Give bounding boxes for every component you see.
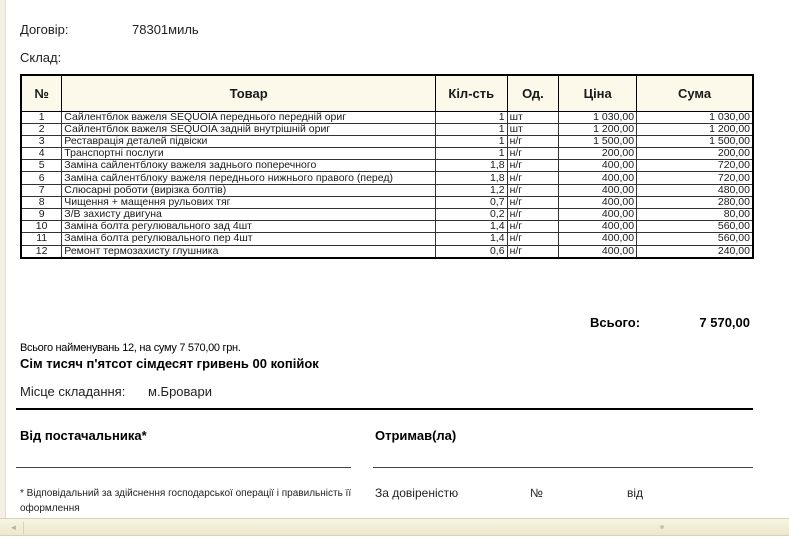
col-header-sum: Сума bbox=[637, 75, 753, 111]
cell-product: Сайлентблок важеля SEQUOIA переднього передній ориг bbox=[62, 111, 436, 123]
cell-product: Сайлентблок важеля SEQUOIA задній внутрішній ориг bbox=[62, 123, 436, 135]
cell-price: 400,00 bbox=[559, 172, 637, 184]
cell-sum: 480,00 bbox=[637, 184, 753, 196]
col-header-quantity: Кіл-сть bbox=[435, 75, 507, 111]
cell-number: 4 bbox=[21, 148, 62, 160]
table-row bbox=[21, 221, 753, 233]
cell-number: 10 bbox=[21, 221, 62, 233]
proxy-number-label: № bbox=[530, 486, 543, 500]
left-frame-edge bbox=[0, 0, 6, 522]
cell-product: Чищення + мащення рульових тяг bbox=[62, 196, 436, 208]
cell-price: 400,00 bbox=[559, 160, 637, 172]
cell-quantity: 1,2 bbox=[435, 184, 507, 196]
cell-number: 11 bbox=[21, 233, 62, 245]
cell-sum: 200,00 bbox=[637, 148, 753, 160]
cell-sum: 80,00 bbox=[637, 209, 753, 221]
cell-product: Транспортні послуги bbox=[62, 148, 436, 160]
total-label: Всього: bbox=[590, 315, 641, 330]
contract-label: Договір: bbox=[20, 22, 69, 37]
cell-price: 400,00 bbox=[559, 196, 637, 208]
table-row bbox=[21, 233, 753, 245]
cell-sum: 1 500,00 bbox=[637, 135, 753, 147]
cell-quantity: 1,4 bbox=[435, 233, 507, 245]
cell-price: 400,00 bbox=[559, 221, 637, 233]
cell-unit: н/г bbox=[507, 160, 559, 172]
items-summary: Всього найменувань 12, на суму 7 570,00 грн. bbox=[20, 342, 241, 354]
cell-quantity: 0,2 bbox=[435, 209, 507, 221]
scroll-left-arrow-icon[interactable]: ◄ bbox=[4, 522, 24, 534]
cell-number: 12 bbox=[21, 245, 62, 258]
place-value: м.Бровари bbox=[148, 384, 213, 399]
cell-product: Ремонт термозахисту глушника bbox=[62, 245, 436, 258]
cell-quantity: 1 bbox=[435, 135, 507, 147]
cell-product: Заміна болта регулювального пер 4шт bbox=[62, 233, 436, 245]
cell-number: 6 bbox=[21, 172, 62, 184]
cell-unit: н/г bbox=[507, 135, 559, 147]
cell-product: Заміна сайлентблоку важеля переднього нижнього правого (перед) bbox=[62, 172, 436, 184]
cell-number: 3 bbox=[21, 135, 62, 147]
scroll-thumb-grip[interactable] bbox=[660, 525, 664, 529]
cell-quantity: 1 bbox=[435, 111, 507, 123]
cell-sum: 240,00 bbox=[637, 245, 753, 258]
cell-price: 400,00 bbox=[559, 245, 637, 258]
cell-quantity: 1 bbox=[435, 123, 507, 135]
receiver-signature-line bbox=[373, 467, 753, 468]
responsibility-footnote: * Відповідальний за здійснення господарської операції і правильність її оформлення bbox=[20, 488, 352, 514]
cell-sum: 280,00 bbox=[637, 196, 753, 208]
table-row bbox=[21, 148, 753, 160]
place-label: Місце складання: bbox=[20, 384, 126, 399]
items-table bbox=[20, 74, 754, 259]
cell-price: 400,00 bbox=[559, 184, 637, 196]
table-row bbox=[21, 135, 753, 147]
cell-unit: н/г bbox=[507, 148, 559, 160]
cell-unit: шт bbox=[507, 123, 559, 135]
cell-sum: 560,00 bbox=[637, 221, 753, 233]
section-divider bbox=[16, 408, 753, 410]
cell-sum: 560,00 bbox=[637, 233, 753, 245]
cell-price: 200,00 bbox=[559, 148, 637, 160]
table-row bbox=[21, 172, 753, 184]
cell-price: 1 030,00 bbox=[559, 111, 637, 123]
table-row bbox=[21, 111, 753, 123]
cell-number: 9 bbox=[21, 209, 62, 221]
contract-value: 78301миль bbox=[132, 22, 199, 37]
cell-number: 7 bbox=[21, 184, 62, 196]
cell-quantity: 1,8 bbox=[435, 172, 507, 184]
warehouse-label: Склад: bbox=[20, 50, 62, 65]
table-row bbox=[21, 184, 753, 196]
cell-quantity: 1 bbox=[435, 148, 507, 160]
table-row bbox=[21, 123, 753, 135]
proxy-date-label: від bbox=[627, 486, 644, 500]
cell-product: Заміна сайлентблоку важеля заднього поперечного bbox=[62, 160, 436, 172]
cell-number: 2 bbox=[21, 123, 62, 135]
cell-sum: 720,00 bbox=[637, 172, 753, 184]
col-header-price: Ціна bbox=[559, 75, 637, 111]
col-header-product: Товар bbox=[62, 75, 436, 111]
cell-price: 400,00 bbox=[559, 233, 637, 245]
table-row bbox=[21, 196, 753, 208]
cell-unit: н/г bbox=[507, 221, 559, 233]
cell-number: 8 bbox=[21, 196, 62, 208]
col-header-unit: Од. bbox=[507, 75, 559, 111]
cell-unit: н/г bbox=[507, 209, 559, 221]
cell-product: З/В захисту двигуна bbox=[62, 209, 436, 221]
cell-unit: н/г bbox=[507, 233, 559, 245]
cell-number: 1 bbox=[21, 111, 62, 123]
cell-sum: 1 200,00 bbox=[637, 123, 753, 135]
amount-in-words: Сім тисяч п'ятсот сімдесят гривень 00 копійок bbox=[20, 356, 319, 371]
cell-product: Заміна болта регулювального зад 4шт bbox=[62, 221, 436, 233]
table-header-row bbox=[21, 75, 753, 111]
cell-unit: шт bbox=[507, 111, 559, 123]
cell-price: 1 500,00 bbox=[559, 135, 637, 147]
horizontal-scrollbar[interactable] bbox=[0, 518, 789, 536]
cell-sum: 720,00 bbox=[637, 160, 753, 172]
total-value: 7 570,00 bbox=[699, 315, 750, 330]
cell-price: 1 200,00 bbox=[559, 123, 637, 135]
table-row bbox=[21, 160, 753, 172]
cell-quantity: 0,7 bbox=[435, 196, 507, 208]
cell-unit: н/г bbox=[507, 196, 559, 208]
cell-unit: н/г bbox=[507, 172, 559, 184]
cell-unit: н/г bbox=[507, 245, 559, 258]
cell-unit: н/г bbox=[507, 184, 559, 196]
table-row bbox=[21, 245, 753, 258]
table-row bbox=[21, 209, 753, 221]
col-header-number: № bbox=[21, 75, 62, 111]
cell-product: Слюсарні роботи (вирізка болтів) bbox=[62, 184, 436, 196]
receiver-signature-label: Отримав(ла) bbox=[375, 428, 457, 443]
cell-quantity: 1,8 bbox=[435, 160, 507, 172]
supplier-signature-line bbox=[16, 467, 351, 468]
proxy-label: За довіреністю bbox=[375, 486, 459, 500]
cell-quantity: 0,6 bbox=[435, 245, 507, 258]
supplier-signature-label: Від постачальника* bbox=[20, 428, 147, 443]
cell-number: 5 bbox=[21, 160, 62, 172]
cell-sum: 1 030,00 bbox=[637, 111, 753, 123]
cell-quantity: 1,4 bbox=[435, 221, 507, 233]
cell-product: Реставрація деталей підвіски bbox=[62, 135, 436, 147]
cell-price: 400,00 bbox=[559, 209, 637, 221]
